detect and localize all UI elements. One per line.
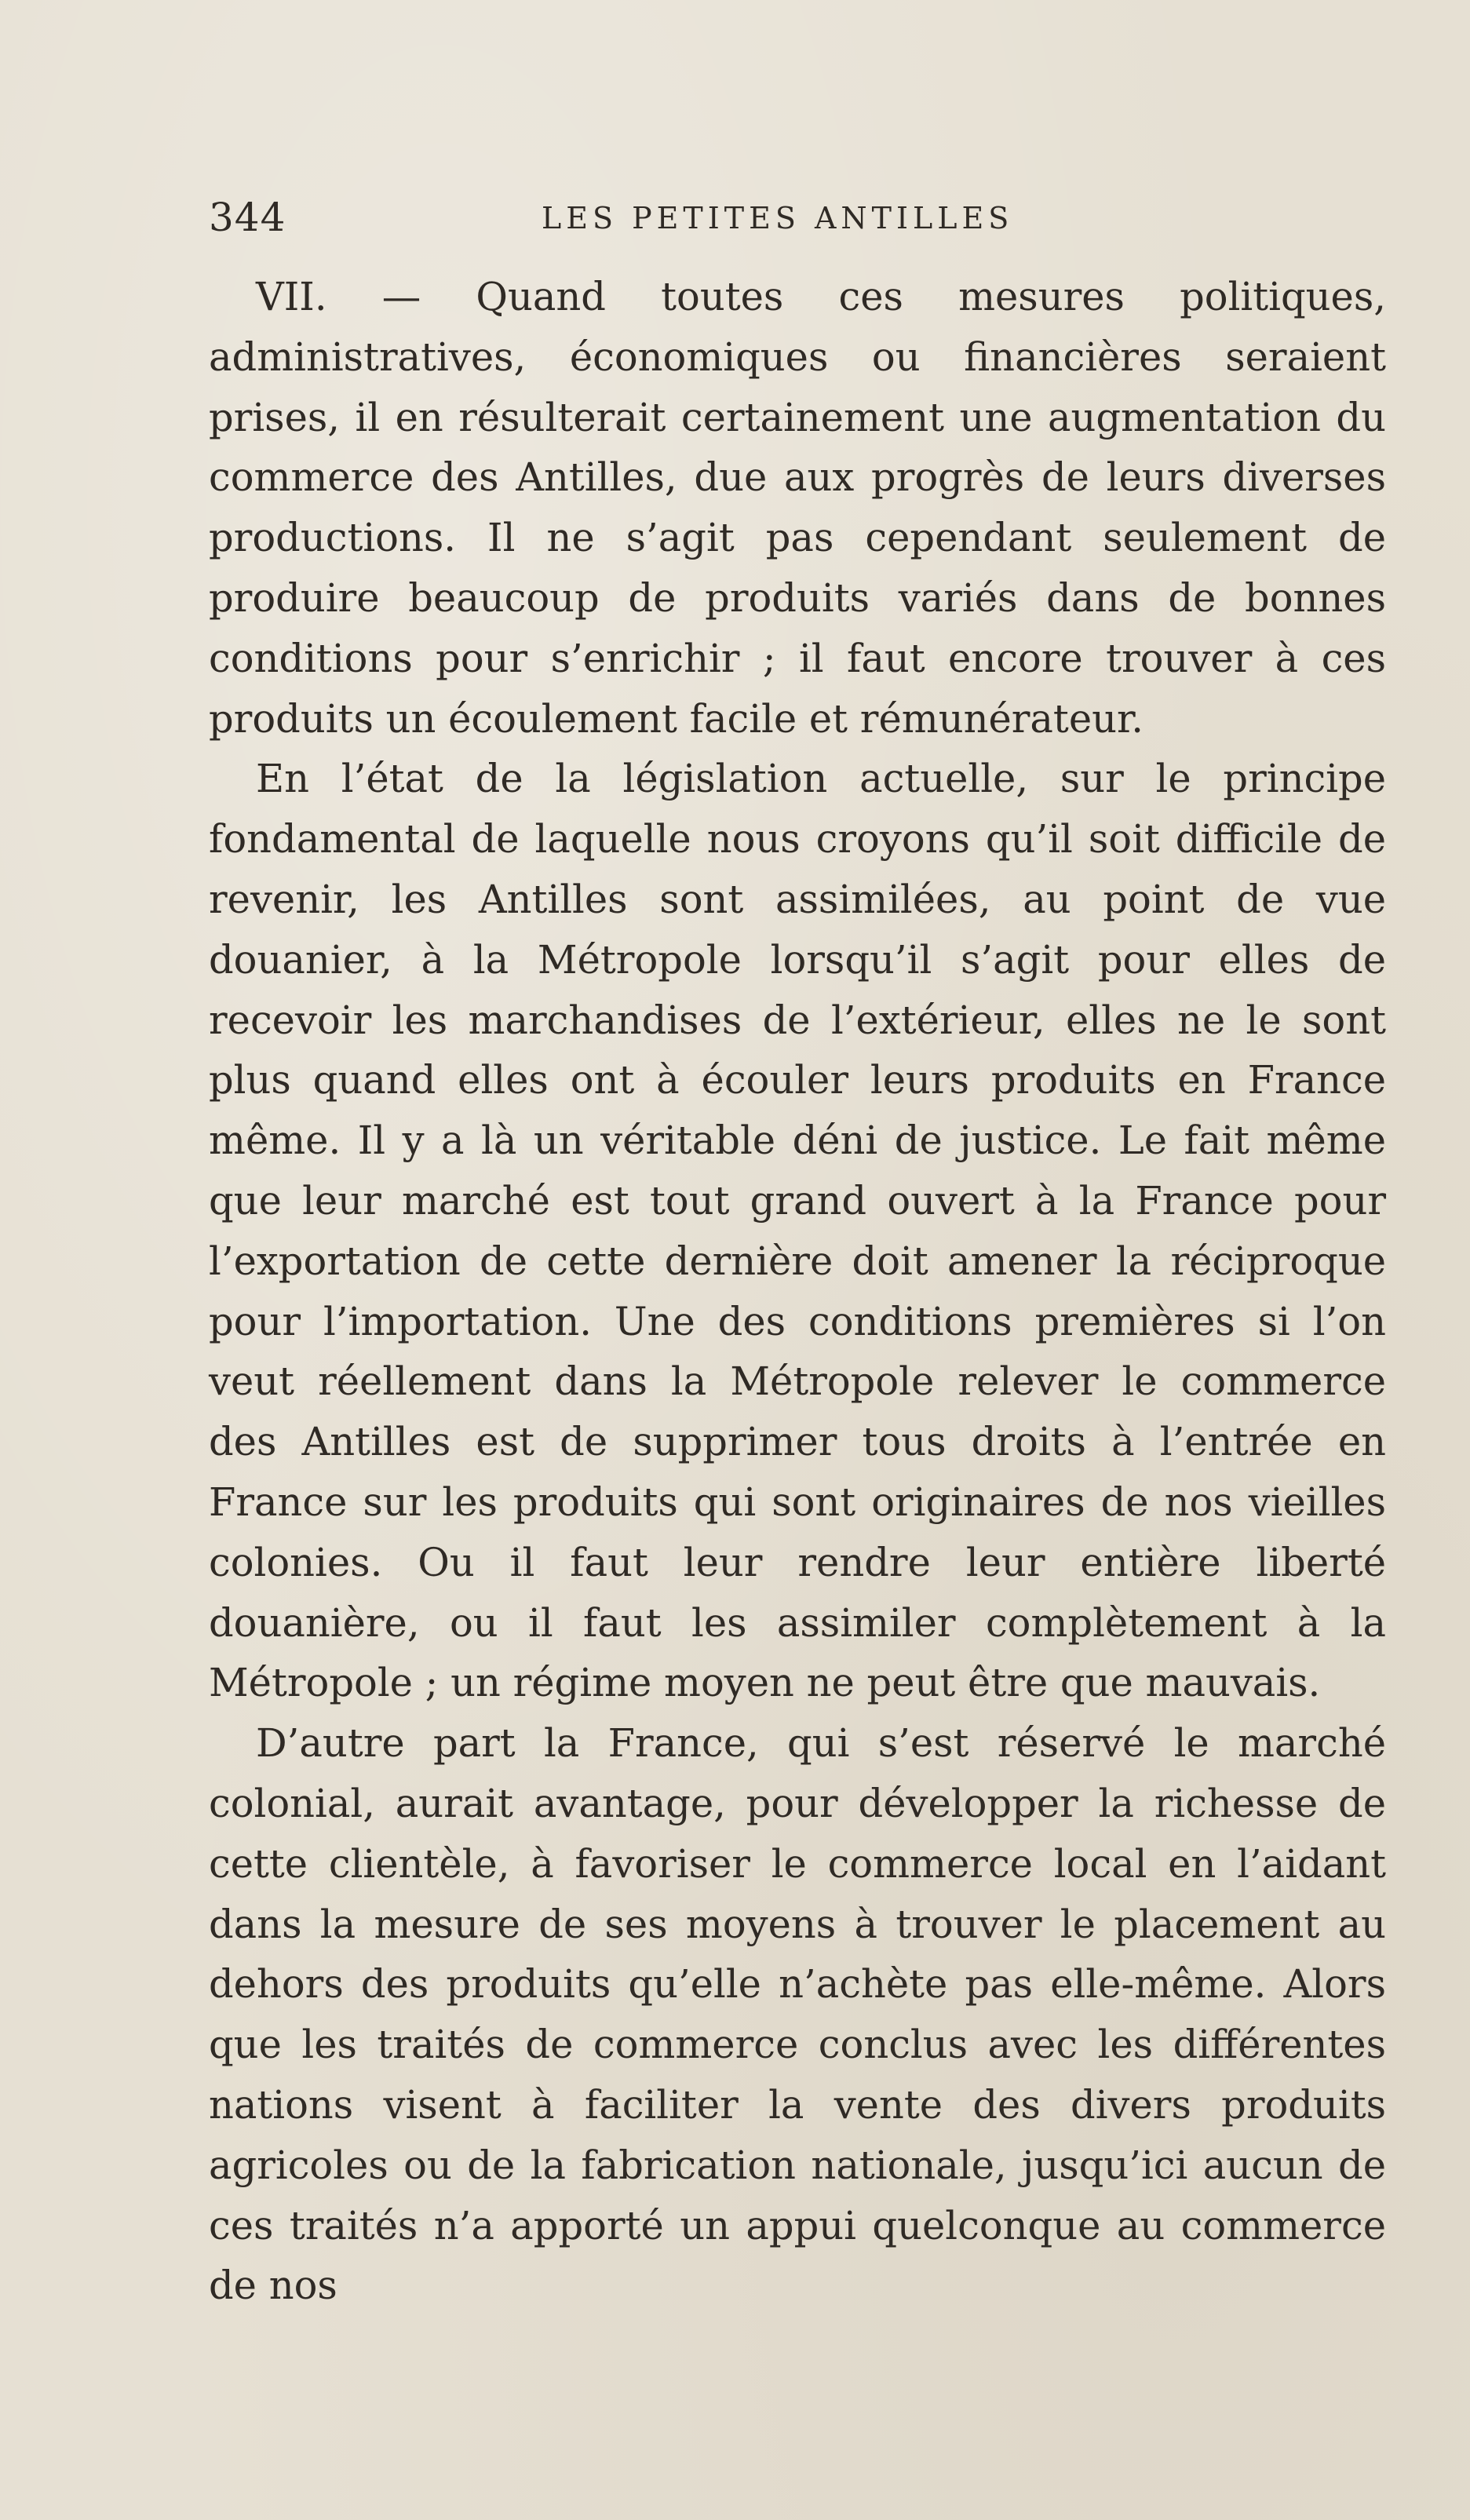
paragraph-vii-intro: VII. — Quand toutes ces mesures politiques, administratives, économiques ou financières seraient prises, il en résulterait certainement une augmentation du commerce des Antilles, due aux progrès de leurs diverses productions. Il ne s’agit pas cependant seulement de produire beaucoup de produits variés dans de bonnes conditions pour s’enrichir ; il faut encore trouver à ces produits un écoulement facile et rémunérateur.: [209, 274, 1386, 742]
running-head: [209, 195, 1386, 242]
paragraph-customs-legislation: En l’état de la législation actuelle, sur le principe fondamental de laquelle nous croyons qu’il soit difficile de revenir, les Antilles sont assimilées, au point de vue douanier, à la Métropole lorsqu’il s’agit pour elles de recevoir les marchandises de l’extérieur, elles ne le sont plus quand elles ont à écouler leurs produits en France même. Il y a là un véritable déni de justice. Le fait même que leur marché est tout grand ouvert à la France pour l’exportation de cette dernière doit amener la réciproque pour l’importation. Une des conditions premières si l’on veut réellement dans la Métropole relever le commerce des Antilles est de supprimer tous droits à l’entrée en France sur les produits qui sont originaires de nos vieilles colonies. Ou il faut leur rendre leur entière liberté douanière, ou il faut les assimiler complètement à la Métropole ; un régime moyen ne peut être que mauvais.: [209, 756, 1386, 1706]
running-title: LES PETITES ANTILLES: [542, 201, 1014, 235]
page-number: 344: [209, 195, 286, 240]
body-text: [209, 267, 1386, 2316]
paragraph-colonial-market: D’autre part la France, qui s’est réservé le marché colonial, aurait avantage, pour développer la richesse de cette clientèle, à favoriser le commerce local en l’aidant dans la mesure de ses moyens à trouver le placement au dehors des produits qu’elle n’achète pas elle-même. Alors que les traités de commerce conclus avec les différentes nations visent à faciliter la vente des divers produits agricoles ou de la fabrication nationale, jusqu’ici aucun de ces traités n’a apporté un appui quelconque au commerce de nos: [209, 1720, 1386, 2309]
